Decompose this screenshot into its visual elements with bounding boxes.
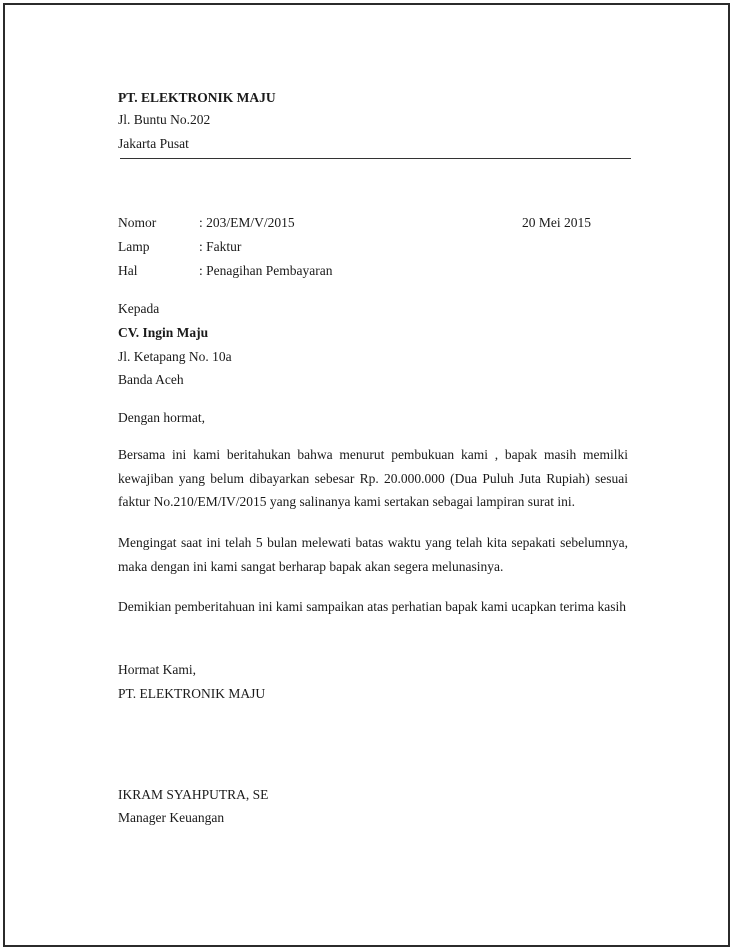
letterhead-address-line1: Jl. Buntu No.202: [118, 112, 211, 127]
letter-date: 20 Mei 2015: [522, 215, 591, 230]
hal-label: Hal: [118, 263, 138, 278]
body-paragraph-1: Bersama ini kami beritahukan bahwa menurut pembukuan kami , bapak masih memilki kewajiban yang belum dibayarkan sebesar Rp. 20.000.000 (Dua Puluh Juta Rupiah) sesuai faktur No.210/EM/IV/2015 yang salinanya kami sertakan sebagai lampiran surat ini.: [118, 447, 628, 509]
letterhead-address-line2: Jakarta Pusat: [118, 136, 189, 151]
signer-name: IKRAM SYAHPUTRA, SE: [118, 787, 269, 802]
recipient-kepada: Kepada: [118, 301, 160, 316]
closing-company: PT. ELEKTRONIK MAJU: [118, 686, 266, 701]
body-paragraph-3: Demikian pemberitahuan ini kami sampaikan atas perhatian bapak kami ucapkan terima kasih: [118, 599, 626, 614]
recipient-address-line1: Jl. Ketapang No. 10a: [118, 349, 232, 364]
letter-page: [3, 3, 730, 947]
lamp-label: Lamp: [118, 239, 150, 254]
letterhead-company: PT. ELEKTRONIK MAJU: [118, 90, 276, 105]
letterhead-divider: [120, 158, 631, 159]
closing-salutation: Hormat Kami,: [118, 662, 196, 677]
nomor-value: : 203/EM/V/2015: [199, 215, 295, 230]
hal-value: : Penagihan Pembayaran: [199, 263, 333, 278]
nomor-label: Nomor: [118, 215, 157, 230]
lamp-value: : Faktur: [199, 239, 242, 254]
signer-title: Manager Keuangan: [118, 810, 225, 825]
recipient-address-line2: Banda Aceh: [118, 372, 184, 387]
greeting: Dengan hormat,: [118, 410, 205, 425]
recipient-name: CV. Ingin Maju: [118, 325, 209, 340]
body-paragraph-2: Mengingat saat ini telah 5 bulan melewati batas waktu yang telah kita sepakati sebelumnya, maka dengan ini kami sangat berharap bapak akan segera melunasinya.: [118, 535, 628, 574]
